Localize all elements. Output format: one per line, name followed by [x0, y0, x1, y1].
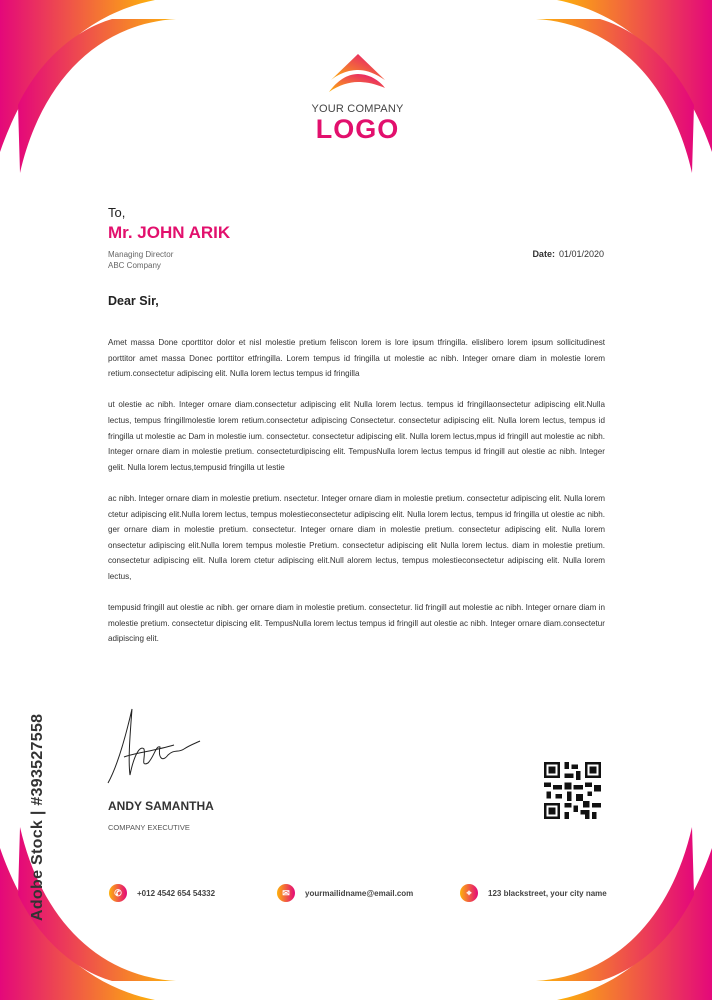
- contact-address: [460, 884, 607, 902]
- corner-swoosh-top-left: [0, 0, 200, 200]
- email-icon: ✉: [277, 884, 295, 902]
- signer-name: ANDY SAMANTHA: [108, 799, 214, 813]
- recipient-title: Managing Director: [108, 250, 174, 259]
- company-logo: [300, 52, 415, 143]
- paragraph: ac nibh. Integer ornare diam in molestie pretium. nsectetur. Integer ornare diam in molestie pretium. consectetur adipiscing elit. Nulla lorem ctetur adipiscing elit.Nulla lorem lectus, tempus molestieconsectetur adipiscing elit. Nulla lorem lectus, tempus id fringilla ut olestie ac nibh. ger ornare diam in molestie pretium. consectetur. Integer ornare diam in molestie pretium. consectetur adipiscing elit. Nulla lorem onsectetur adipiscing elit.Nulla lorem tempus molestie Pretium. consectetur adipiscing elit Nulla lorem lectus. diam in molestie pretium. consectetur adipiscing elit. Nulla lorem ctetur adipiscing elit.Null alorem lectus, tempus molestieconsectetur adipiscing elit. Nulla lorem lectus,: [108, 493, 605, 581]
- date-value: 01/01/2020: [558, 249, 604, 259]
- paragraph: tempusid fringill aut olestie ac nibh. ger ornare diam in molestie pretium. consectetur. Iid fringill aut molestie ac nibh. Integer ornare diam in molestie pretium. consectetur dipiscing elit. TempusNulla lorem lectus tempus id fringill aut olestie ac nibh. Integer ornare diam.consectetur adipiscing elit.: [108, 603, 605, 644]
- date: [532, 249, 604, 259]
- location-pin-icon: ⌖: [460, 884, 478, 902]
- phone-number[interactable]: +012 4542 654 54332: [137, 888, 216, 898]
- letter-body: [108, 335, 605, 662]
- to-label: To,: [108, 205, 126, 220]
- stock-watermark: Adobe Stock | #393527558: [29, 713, 46, 921]
- contact-email: [277, 884, 413, 902]
- recipient-company: ABC Company: [108, 261, 161, 270]
- paragraph: Amet massa Done cporttitor dolor et nisl molestie pretium feliscon lorem is lore ipsum tfringilla. elislibero lorem ipsum sollicitudinest porttitor amet massa Donec porttitor etfringilla. Lorem tempus id fringilla ut molestie ac nibh. Integer ornare diam in molestie lorem retium.consectetur adipiscing elit. Nulla lorem lectus tempus id fringilla: [108, 338, 605, 379]
- logo-tagline: YOUR COMPANY: [311, 103, 404, 115]
- contact-phone: [109, 884, 215, 902]
- recipient-details: [108, 249, 173, 271]
- phone-icon: ✆: [109, 884, 127, 902]
- recipient-name: Mr. JOHN ARIK: [108, 223, 231, 242]
- logo-mark-icon: [323, 52, 393, 98]
- street-address: 123 blackstreet, your city name: [488, 888, 607, 898]
- email-address[interactable]: yourmailidname@email.com: [305, 888, 414, 898]
- corner-swoosh-top-right: [512, 0, 712, 200]
- logo-wordmark: LOGO: [315, 114, 400, 144]
- greeting: Dear Sir,: [108, 294, 159, 308]
- qr-code: [544, 762, 601, 819]
- signer-role: COMPANY EXECUTIVE: [108, 823, 190, 832]
- paragraph: ut olestie ac nibh. Integer ornare diam.consectetur adipiscing elit Nulla lorem lectus. tempus id fringillaonsectetur adipiscing elit.Nulla lectus, tempus fringillmolestie lorem retium.consectetur adipiscing Consectetur. consectetur adipiscing elit. Nulla lorem lectus, tempus id fringilla ut molestie ac Dam in molestie ium. consectetur. consectetur adipiscing elit. Nulla lorem lectus,mpus id fringill aut molestie ac nibh. Integer ornare diam in molestie pretium. consecteturdipiscing elit. TempusNulla lorem lectus tempus id fringill aut olestie ac nibh. Integer gelit. Nulla lorem lectus,tempusid fringilla ut lestie: [108, 400, 605, 472]
- date-label: Date:: [532, 249, 555, 259]
- signature: [104, 705, 204, 790]
